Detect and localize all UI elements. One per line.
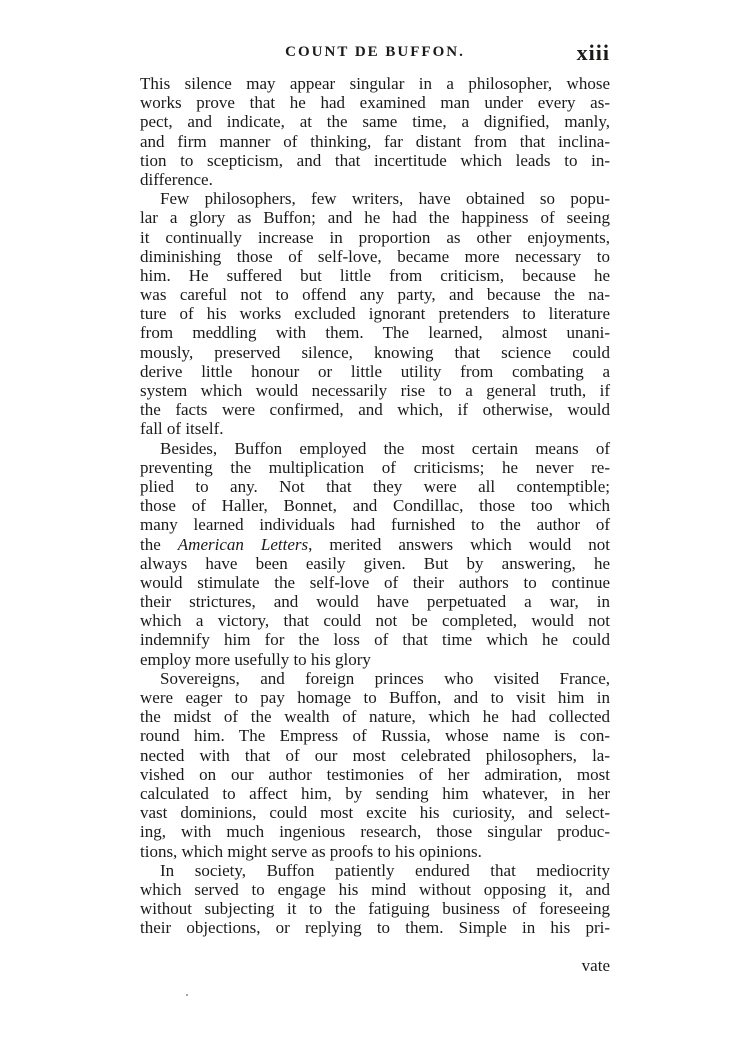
text-line: Besides, Buffon employed the most certain means of <box>160 438 610 458</box>
body-text <box>140 74 610 937</box>
text-line: system which would necessarily rise to a general truth, if <box>140 381 610 400</box>
text-line: Sovereigns, and foreign princes who visited France, <box>160 668 610 688</box>
text-line: plied to any. Not that they were all contemptible; <box>140 476 610 496</box>
text-line: which a victory, that could not be completed, would not <box>140 611 610 631</box>
text-line: calculated to affect him, by sending him whatever, in her <box>140 783 610 803</box>
text-line: In society, Buffon patiently endured that mediocrity <box>160 860 610 880</box>
book-title: American Letters <box>177 534 309 554</box>
text-line: diminishing those of self-love, became more necessary to <box>140 246 610 266</box>
text-line: works prove that he had examined man under every as- <box>140 93 610 113</box>
text-line: and firm manner of thinking, far distant from that inclina- <box>140 131 610 151</box>
text-line: preventing the multiplication of criticisms; he never re- <box>140 457 610 477</box>
text-line: was careful not to offend any party, and because the na- <box>140 285 610 305</box>
text-line: many learned individuals had furnished to the author of <box>140 515 610 535</box>
text-line: would stimulate the self-love of their authors to continue <box>140 572 610 592</box>
page-number: xiii <box>576 40 610 65</box>
text-line: round him. The Empress of Russia, whose name is con- <box>140 726 610 746</box>
text-line: pect, and indicate, at the same time, a dignified, manly, <box>140 112 610 132</box>
text-line: employ more usefully to his glory <box>140 649 371 669</box>
text-line: which served to engage his mind without opposing it, and <box>140 879 610 899</box>
text-line: Few philosophers, few writers, have obtained so popu- <box>160 189 610 209</box>
text-line: their strictures, and would have perpetuated a war, in <box>140 592 610 612</box>
text-line: fall of itself. <box>140 419 224 439</box>
text-line: without subjecting it to the fatiguing business of foreseeing <box>140 899 610 919</box>
text-line: vast dominions, could most excite his curiosity, and select- <box>140 803 610 823</box>
text-line: the facts were confirmed, and which, if otherwise, would <box>140 400 610 420</box>
running-head <box>140 40 610 70</box>
text-line: him. He suffered but little from criticism, because he <box>140 265 610 285</box>
text-line: This silence may appear singular in a philosopher, whose <box>140 74 610 93</box>
text-line: nected with that of our most celebrated philosophers, la- <box>140 745 610 765</box>
text-line: difference. <box>140 169 213 189</box>
text-line: tions, which might serve as proofs to his opinions. <box>140 841 482 861</box>
text-line: it continually increase in proportion as other enjoyments, <box>140 227 610 247</box>
text-line: mously, preserved silence, knowing that science could <box>140 342 610 362</box>
text-line: lar a glory as Buffon; and he had the happiness of seeing <box>140 208 610 228</box>
text-line: derive little honour or little utility from combating a <box>140 361 610 381</box>
text-line: their objections, or replying to them. Simple in his pri- <box>140 918 610 938</box>
text-line: were eager to pay homage to Buffon, and to visit him in <box>140 688 610 707</box>
text-line: the midst of the wealth of nature, which he had collected <box>140 707 610 727</box>
catchword: vate <box>581 956 610 975</box>
text-line: vished on our author testimonies of her admiration, most <box>140 764 610 784</box>
text-line: ing, with much ingenious research, those singular produc- <box>140 822 610 842</box>
text-line: the American Letters, merited answers which would not <box>140 534 610 554</box>
text-line: from meddling with them. The learned, almost unani- <box>140 323 610 343</box>
running-title: COUNT DE BUFFON. <box>285 44 465 60</box>
text-line: indemnify him for the loss of that time which he could <box>140 630 610 650</box>
text-line: ture of his works excluded ignorant pretenders to literature <box>140 304 610 324</box>
text-line: tion to scepticism, and that incertitude which leads to in- <box>140 150 610 170</box>
text-line: those of Haller, Bonnet, and Condillac, those too which <box>140 496 610 516</box>
paper-speck <box>186 994 188 996</box>
text-line: always have been easily given. But by answering, he <box>140 553 610 573</box>
